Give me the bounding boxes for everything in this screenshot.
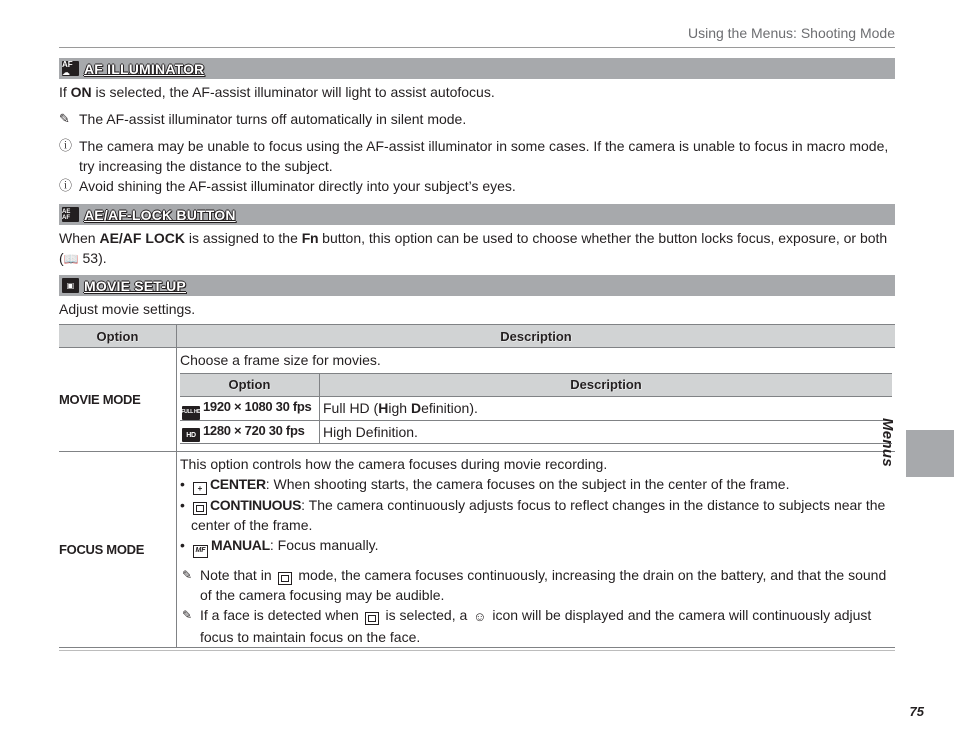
tip-note: ✎ If a face is detected when is selected, a ☺ icon will be displayed and the camera will continuously adjust focus to maintain focus on the face. (182, 606, 872, 645)
table-row: FULL HD 1920 × 1080 30 fps Full HD (High Definition). (180, 397, 892, 421)
option-label-focus-mode: FOCUS MODE (59, 541, 145, 557)
chapter-tab (906, 430, 954, 477)
continuous-focus-icon (278, 572, 292, 585)
caution-note: ⓘ Avoid shining the AF-assist illuminator directly into your subject’s eyes. (59, 178, 516, 194)
ae-af-lock-icon: AE AF (62, 207, 79, 222)
af-illuminator-icon: AF☁ (62, 61, 79, 76)
section-title: AF ILLUMINATOR (84, 60, 205, 77)
manual-focus-icon: MF (193, 545, 208, 558)
focus-mode-intro: This option controls how the camera focuses during movie recording. (180, 455, 608, 472)
tip-icon: ✎ (182, 567, 193, 582)
face-detection-icon: ☺ (473, 608, 487, 624)
tip-note: ✎ Note that in mode, the camera focuses continuously, increasing the drain on the battery, and that the sound of the camera focusing may be audible. (182, 566, 887, 603)
movie-mode-intro: Choose a frame size for movies. (180, 352, 381, 368)
chapter-tab-label: Menus (879, 418, 896, 468)
column-header-option: Option (59, 325, 177, 348)
row-description: Full HD (High Definition). (320, 397, 893, 421)
table-row: HD 1280 × 720 30 fps High Definition. (180, 420, 892, 443)
section-title: MOVIE SET-UP (84, 277, 186, 294)
af-illuminator-intro: If ON is selected, the AF-assist illuminator will light to assist autofocus. (59, 84, 495, 100)
section-bar-ae-af-lock (59, 204, 895, 225)
list-item: • CONTINUOUS: The camera continuously adjusts focus to reflect changes in the distance to subjects near the center of the frame. (180, 495, 893, 535)
ae-af-lock-text: When AE/AF LOCK is assigned to the Fn button, this option can be used to choose whether the button locks focus, exposure, or both (📖 53). (59, 230, 888, 266)
movie-setup-intro: Adjust movie settings. (59, 301, 196, 317)
tip-note: ✎ The AF-assist illuminator turns off automatically in silent mode. (59, 111, 467, 127)
on-keyword: ON (70, 84, 92, 100)
table-row (59, 451, 895, 647)
option-label-movie-mode: MOVIE MODE (59, 391, 141, 407)
section-title: AE/AF-LOCK BUTTON (84, 206, 236, 223)
full-hd-icon: FULL HD (182, 406, 200, 420)
movie-icon: ▣ (62, 278, 79, 293)
column-header-description: Description (177, 325, 896, 348)
running-header: Using the Menus: Shooting Mode (687, 25, 895, 41)
hd-icon: HD (182, 428, 200, 442)
list-item: • + CENTER: When shooting starts, the camera focuses on the subject in the center of the frame. (180, 474, 893, 496)
page-number: 75 (909, 704, 924, 719)
caution-icon: ⓘ (59, 178, 73, 193)
tip-icon: ✎ (59, 111, 70, 126)
header-rule (59, 47, 895, 48)
section-bar-movie-setup (59, 275, 895, 296)
row-description: High Definition. (320, 420, 893, 443)
footer-rule (59, 650, 895, 651)
continuous-focus-icon (365, 612, 379, 625)
page-reference-icon: 📖 (63, 252, 79, 266)
movie-mode-subtable (180, 373, 892, 444)
movie-setup-table (59, 324, 895, 648)
focus-mode-options (180, 474, 893, 558)
subcolumn-header-option: Option (180, 374, 320, 397)
caution-icon: ⓘ (59, 138, 73, 153)
continuous-focus-icon (193, 502, 207, 515)
center-focus-icon: + (193, 482, 207, 495)
caution-note: ⓘ The camera may be unable to focus using the AF-assist illuminator in some cases. If the camera is unable to focus in macro mode, try increasing the distance to the subject. (59, 138, 889, 174)
table-row (59, 348, 895, 452)
tip-icon: ✎ (182, 607, 193, 622)
subcolumn-header-description: Description (320, 374, 893, 397)
list-item: • MF MANUAL: Focus manually. (180, 535, 893, 558)
section-bar-af-illuminator (59, 58, 895, 79)
